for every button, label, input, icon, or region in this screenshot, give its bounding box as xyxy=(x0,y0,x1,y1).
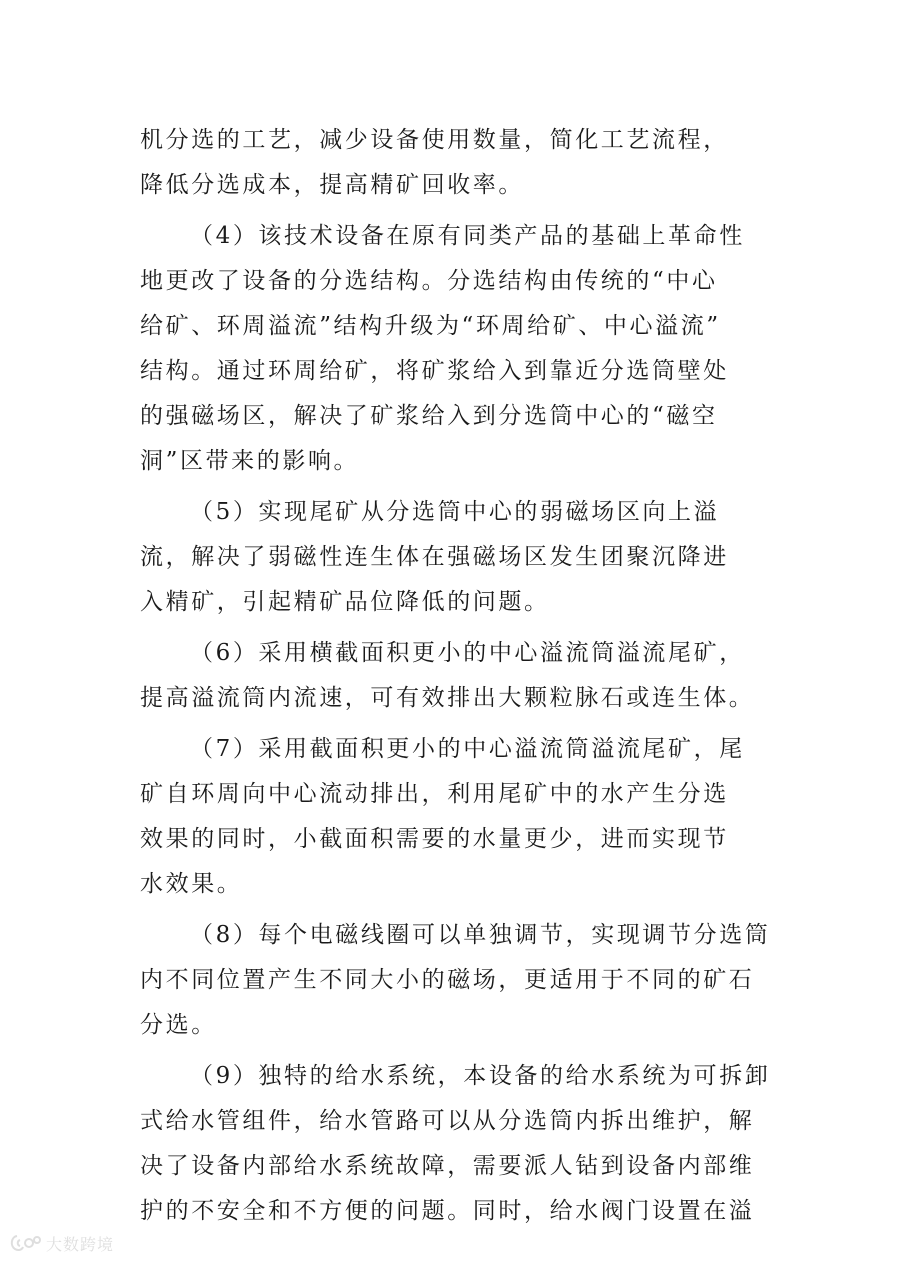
text-line: （6）采用横截面积更小的中心溢流筒溢流尾矿， xyxy=(190,640,745,666)
text-line: 降低分选成本，提高精矿回收率。 xyxy=(140,172,524,198)
text-line: 入精矿，引起精矿品位降低的问题。 xyxy=(140,589,550,615)
text-line: 的强磁场区，解决了矿浆给入到分选筒中心的“磁空 xyxy=(140,403,718,429)
text-line: 提高溢流筒内流速，可有效排出大颗粒脉石或连生体。 xyxy=(140,685,755,711)
paragraph-item-4 xyxy=(140,214,768,484)
text-line: 流，解决了弱磁性连生体在强磁场区发生团聚沉降进 xyxy=(140,544,729,570)
text-line: 内不同位置产生不同大小的磁场，更适用于不同的矿石 xyxy=(140,967,755,993)
text-line: 矿自环周向中心流动排出，利用尾矿中的水产生分选 xyxy=(140,781,729,807)
text-line: （5）实现尾矿从分选筒中心的弱磁场区向上溢 xyxy=(190,499,720,525)
text-line: 洞”区带来的影响。 xyxy=(140,448,360,474)
watermark xyxy=(8,1230,114,1256)
paragraph xyxy=(140,118,768,208)
paragraph-item-7 xyxy=(140,727,768,907)
text-line: 决了设备内部给水系统故障，需要派人钻到设备内部维 xyxy=(140,1153,755,1179)
text-line: 给矿、环周溢流”结构升级为“环周给矿、中心溢流” xyxy=(140,313,721,339)
paragraph-item-5 xyxy=(140,490,768,625)
text-line: 效果的同时，小截面积需要的水量更少，进而实现节 xyxy=(140,826,729,852)
text-line: （9）独特的给水系统，本设备的给水系统为可拆卸 xyxy=(190,1063,771,1089)
paragraph-item-9 xyxy=(140,1054,771,1234)
text-line: （4）该技术设备在原有同类产品的基础上革命性 xyxy=(190,223,745,249)
text-line: 结构。通过环周给矿，将矿浆给入到靠近分选筒壁处 xyxy=(140,358,729,384)
text-line: 水效果。 xyxy=(140,871,243,897)
text-line: 地更改了设备的分选结构。分选结构由传统的“中心 xyxy=(140,268,718,294)
text-line: 分选。 xyxy=(140,1012,217,1038)
paragraph-item-6 xyxy=(140,631,768,721)
document-body xyxy=(140,118,771,1240)
watermark-text: 大数跨境 xyxy=(46,1234,115,1254)
text-line: 式给水管组件，给水管路可以从分选筒内拆出维护，解 xyxy=(140,1108,755,1134)
text-line: 机分选的工艺，减少设备使用数量，简化工艺流程， xyxy=(140,127,729,153)
text-line: 护的不安全和不方便的问题。同时，给水阀门设置在溢 xyxy=(140,1198,755,1224)
paragraph-item-8 xyxy=(140,913,771,1048)
text-line: （7）采用截面积更小的中心溢流筒溢流尾矿，尾 xyxy=(190,736,745,762)
text-line: （8）每个电磁线圈可以单独调节，实现调节分选筒 xyxy=(190,922,771,948)
watermark-logo-icon xyxy=(8,1232,42,1254)
